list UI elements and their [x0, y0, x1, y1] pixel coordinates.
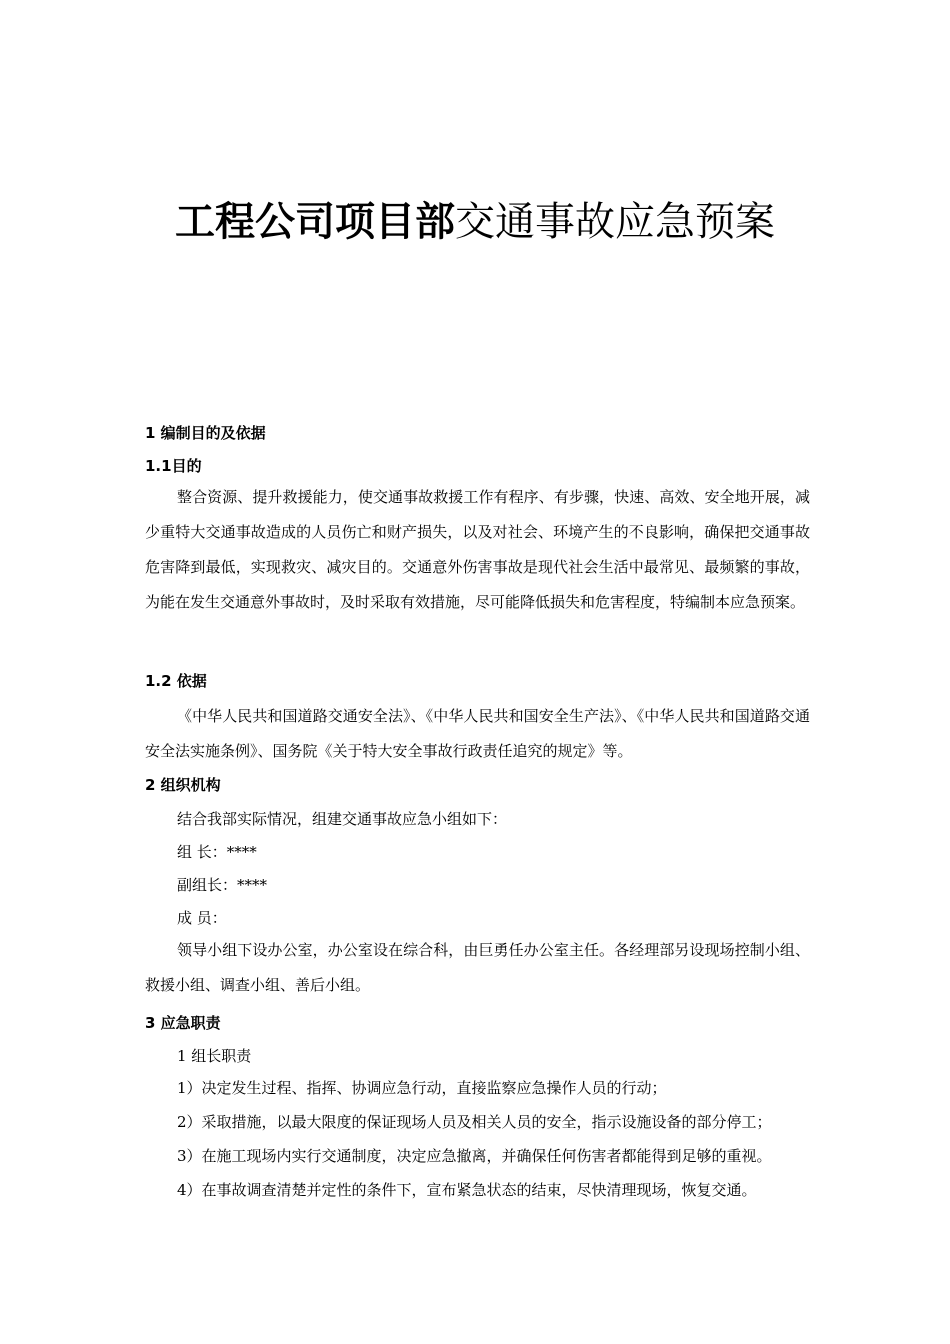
duty-item-4: 4）在事故调查清楚并定性的条件下，宣布紧急状态的结束，尽快清理现场，恢复交通。: [177, 1181, 757, 1199]
section-1-1-heading: 1.1目的: [145, 457, 202, 475]
title-bold-part: 工程公司项目部: [175, 199, 455, 245]
section-1-1-body: 整合资源、提升救援能力，使交通事故救援工作有程序、有步骤，快速、高效、安全地开展，减少重特大交通事故造成的人员伤亡和财产损失，以及对社会、环境产生的不良影响，确保把交通事故危害降到最低，实现救灾、减灾目的。交通意外伤害事故是现代社会生活中最常见、最频繁的事故，为能在发生交通意外事故时，及时采取有效措施，尽可能降低损失和危害程度，特编制本应急预案。: [145, 488, 810, 611]
section-3-sub-heading: 1 组长职责: [177, 1047, 252, 1065]
section-1-2-heading: 1.2 依据: [145, 672, 207, 690]
vice-leader-line: 副组长：****: [177, 876, 268, 894]
section-2-heading: 2 组织机构: [145, 776, 221, 794]
section-2-intro: 结合我部实际情况，组建交通事故应急小组如下：: [177, 810, 508, 828]
section-3-heading: 3 应急职责: [145, 1014, 221, 1032]
duty-item-2: 2）采取措施，以最大限度的保证现场人员及相关人员的安全，指示设施设备的部分停工；: [177, 1113, 772, 1131]
document-title: [0, 196, 950, 248]
title-rest-part: 交通事故应急预案: [455, 199, 775, 245]
section-1-heading: 1 编制目的及依据: [145, 424, 266, 442]
duty-item-1: 1）决定发生过程、指挥、协调应急行动，直接监察应急操作人员的行动；: [177, 1079, 667, 1097]
section-1-2-body: 《中华人民共和国道路交通安全法》、《中华人民共和国安全生产法》、《中华人民共和国道路交通安全法实施条例》、国务院《关于特大安全事故行政责任追究的规定》等。: [145, 707, 810, 760]
duty-item-3: 3）在施工现场内实行交通制度，决定应急撤离，并确保任何伤害者都能得到足够的重视。: [177, 1147, 772, 1165]
group-leader-line: 组 长：****: [177, 843, 257, 861]
members-line: 成 员：: [177, 909, 227, 927]
section-2-body: 领导小组下设办公室，办公室设在综合科，由巨勇任办公室主任。各经理部另设现场控制小组、救援小组、调查小组、善后小组。: [145, 941, 810, 994]
